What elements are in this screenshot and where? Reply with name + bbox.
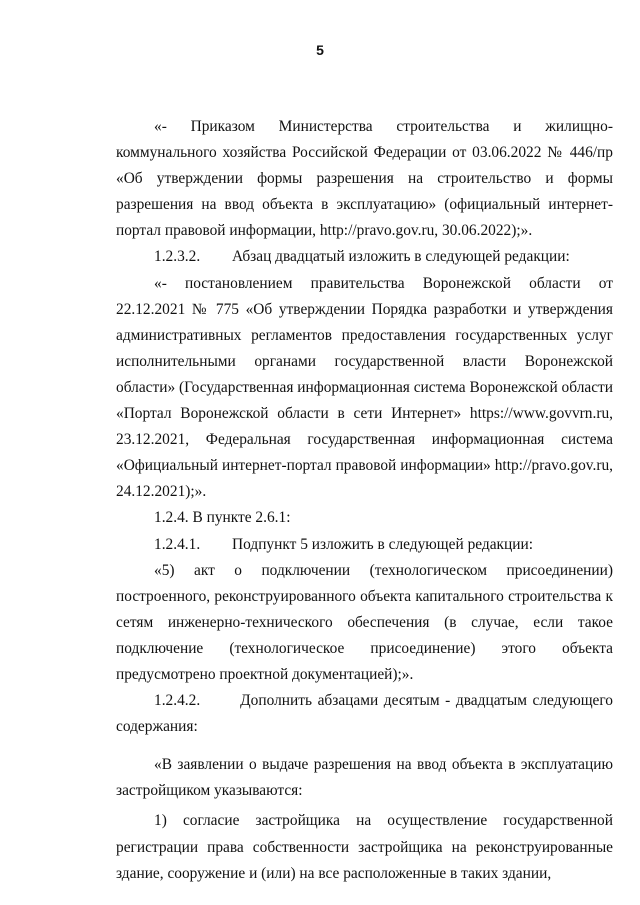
clause-text: Дополнить абзацами десятым - двадцатым следующего содержания: <box>116 692 613 736</box>
paragraph-subitem-5: «5) акт о подключении (технологическом присоединении) построенного, реконструированного объекта капитального строительства к сетям инженерно-технического обеспечения (в случае, если такое подключение (технологическое присоединение) этого объекта предусмотрено проектной документацией);». <box>116 561 613 683</box>
page-number: 5 <box>316 42 324 58</box>
paragraph-item-1: 1) согласие застройщика на осуществление государственной регистрации права собственности застройщика на реконструированные здание, сооружение и (или) на все расположенные в таких здании, <box>116 812 613 882</box>
paragraph-resolution-reference: «- постановлением правительства Воронежской области от 22.12.2021 № 775 «Об утверждении Порядка разработки и утверждения административных регламентов предоставления государственных услуг исполнительными органами государственной власти Воронежской области» (Государственная информационная система Воронежской области «Портал Воронежской области в сети Интернет» https://www.govvrn.ru, 23.12.2021, Федеральная государственная информационная система «Официальный интернет-портал правовой информации» http://pravo.gov.ru, 24.12.2021);». <box>116 274 614 501</box>
paragraph-order-reference: «- Приказом Министерства строительства и жилищно-коммунального хозяйства Российской Федерации от 03.06.2022 № 446/пр «Об утверждении формы разрешения на строительство и формы разрешения на ввод объекта в эксплуатацию» (официальный интернет-портал правовой информации, http://pravo.gov.ru, 30.06.2022);». <box>116 118 613 240</box>
clause-number: 1.2.3.2. <box>154 248 201 266</box>
clause-number: 1.2.4.2. <box>154 692 201 710</box>
document-body <box>116 114 613 887</box>
clause-text: Абзац двадцатый изложить в следующей редакции: <box>232 248 570 266</box>
clause-1-2-4-1 <box>116 532 613 558</box>
paragraph-application-contents: «В заявлении о выдаче разрешения на ввод объекта в эксплуатацию застройщиком указываются: <box>116 756 613 800</box>
clause-1-2-4: 1.2.4. В пункте 2.6.1: <box>154 509 291 527</box>
clause-1-2-3-2 <box>116 244 613 270</box>
clause-number: 1.2.4.1. <box>154 535 201 553</box>
clause-text: Подпункт 5 изложить в следующей редакции: <box>232 535 534 553</box>
clause-1-2-4-2 <box>116 688 613 740</box>
